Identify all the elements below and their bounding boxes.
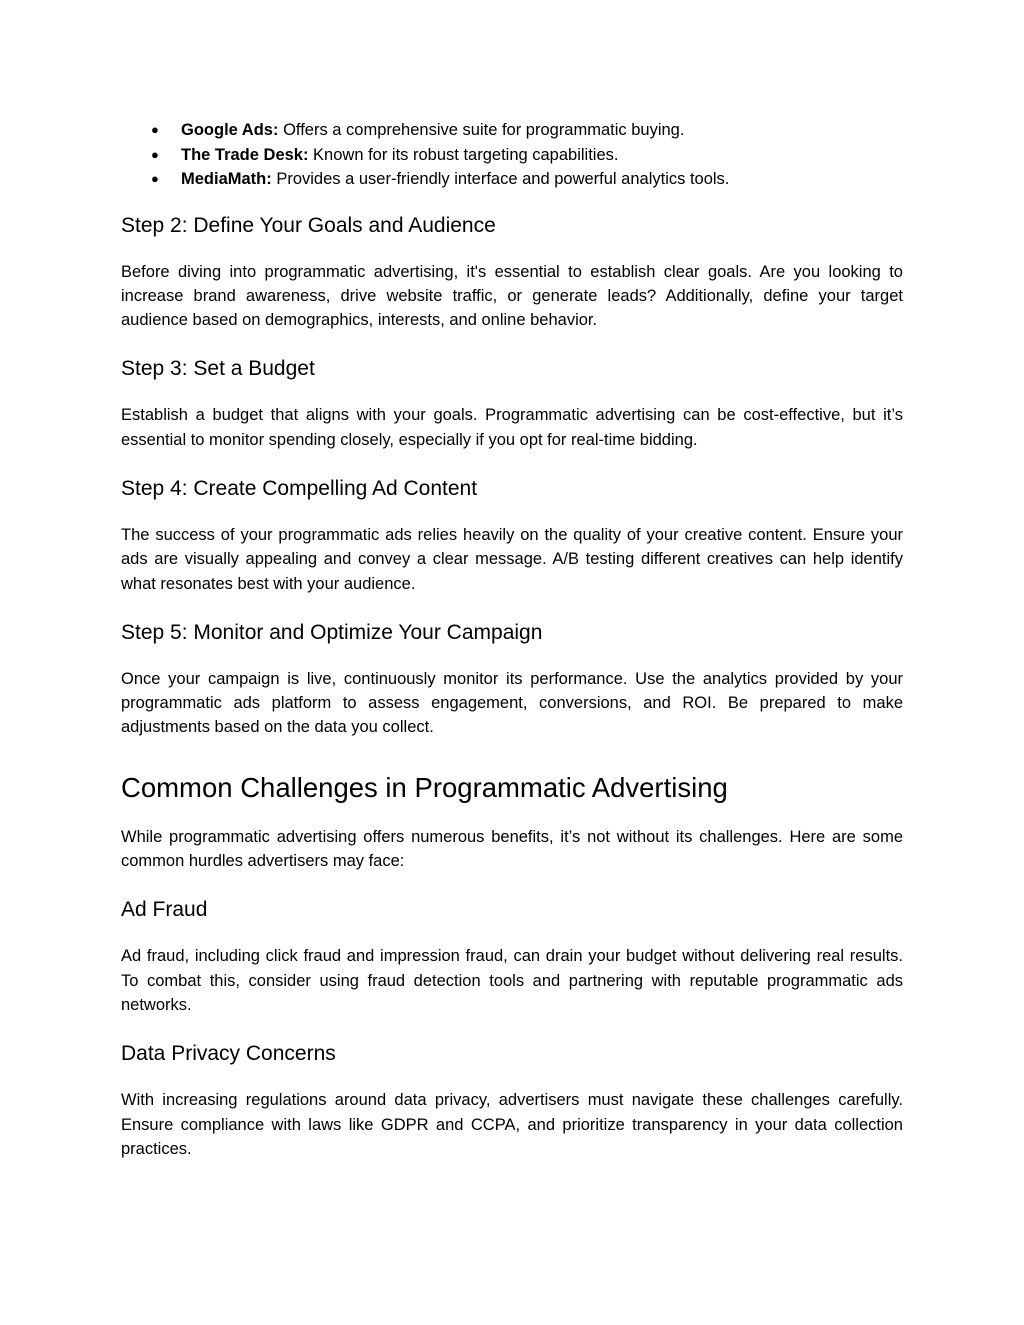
privacy-heading: Data Privacy Concerns — [121, 1042, 336, 1066]
list-item-term: Google Ads: — [181, 121, 279, 139]
list-item-term: MediaMath: — [181, 170, 272, 188]
step2-paragraph: Before diving into programmatic advertising, it's essential to establish clear goals. Are you looking to increase brand awareness, drive website traffic, or generate leads? Additionally, define your target audience based on demographics, interests, and online behavior. — [121, 262, 903, 330]
document-page — [121, 118, 903, 1161]
step5-paragraph: Once your campaign is live, continuously monitor its performance. Use the analytics provided by your programmatic ads platform to assess engagement, conversions, and ROI. Be prepared to make adjustments based on the data you collect. — [121, 669, 903, 737]
challenges-intro: While programmatic advertising offers numerous benefits, it’s not without its challenges. Here are some common hurdles advertisers may face: — [121, 827, 903, 871]
platform-list — [121, 118, 903, 192]
bullet-icon: ● — [151, 171, 159, 186]
step3-paragraph: Establish a budget that aligns with your goals. Programmatic advertising can be cost-effective, but it’s essential to monitor spending closely, especially if you opt for real-time bidding. — [121, 406, 903, 449]
list-item — [121, 118, 903, 143]
ad-fraud-paragraph: Ad fraud, including click fraud and impression fraud, can drain your budget without delivering real results. To combat this, consider using fraud detection tools and partnering with reputable programmatic ads networks. — [121, 947, 903, 1014]
bullet-icon: ● — [151, 146, 159, 162]
list-item-text: Known for its robust targeting capabilities. — [308, 145, 619, 164]
list-item-term: The Trade Desk: — [181, 145, 309, 164]
list-item-text: Provides a user-friendly interface and powerful analytics tools. — [271, 170, 730, 188]
list-item — [121, 167, 903, 192]
list-item-text: Offers a comprehensive suite for programmatic buying. — [278, 121, 685, 139]
list-item — [121, 143, 903, 168]
step4-heading: Step 4: Create Compelling Ad Content — [121, 476, 478, 500]
ad-fraud-heading: Ad Fraud — [121, 898, 208, 922]
step5-heading: Step 5: Monitor and Optimize Your Campaign — [121, 620, 543, 644]
bullet-icon: ● — [151, 122, 159, 137]
challenges-heading: Common Challenges in Programmatic Advertising — [121, 771, 728, 803]
step2-heading: Step 2: Define Your Goals and Audience — [121, 213, 496, 237]
step3-heading: Step 3: Set a Budget — [121, 357, 315, 381]
privacy-paragraph: With increasing regulations around data privacy, advertisers must navigate these challenges carefully. Ensure compliance with laws like GDPR and CCPA, and prioritize transparency in your data collection practices. — [121, 1091, 903, 1158]
step4-paragraph: The success of your programmatic ads relies heavily on the quality of your creative content. Ensure your ads are visually appealing and convey a clear message. A/B testing different creatives can help identify what resonates best with your audience. — [121, 525, 903, 593]
